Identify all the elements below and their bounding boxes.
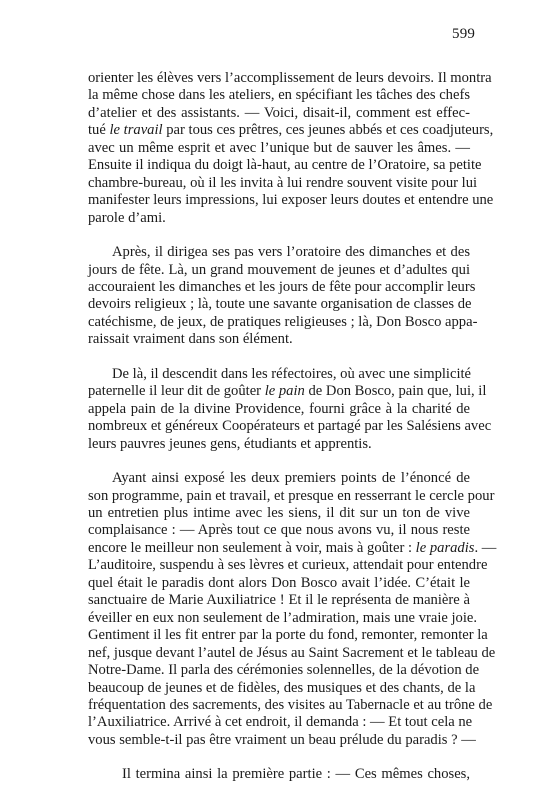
text-line: catéchisme, de jeux, de pratiques religieuses ; là, Don Bosco appa- — [88, 313, 478, 330]
text-line: Gentiment il les fit entrer par la porte du fond, remonter, remonter la — [88, 627, 488, 644]
text-line: nef, jusque devant l’autel de Jésus au Saint Sacrement et le tableau de — [88, 644, 496, 661]
text-line: un entretien plus intime avec les siens, il dit sur un ton de vive — [88, 504, 470, 521]
text-line: chambre-bureau, où il les invita à lui rendre souvent visite pour lui — [88, 174, 478, 191]
text-line: appela pain de la divine Providence, fourni grâce à la charité de — [88, 400, 470, 417]
text-line: leurs pauvres jeunes gens, étudiants et apprentis. — [88, 435, 372, 452]
paragraph-1 — [88, 70, 494, 227]
text-run: . — — [474, 539, 497, 556]
page-number: 599 — [452, 26, 476, 42]
text-line: De là, il descendit dans les réfectoires, où avec une simplicité — [112, 365, 472, 382]
text-line: éveiller en eux non seulement de l’admiration, mais une vraie joie. — [88, 609, 478, 626]
text-line: Après, il dirigea ses pas vers l’oratoire des dimanches et des — [112, 244, 470, 261]
text-line: manifester leurs impressions, lui exposer leurs doutes et entendre une — [88, 192, 494, 209]
text-run: encore le meilleur non seulement à voir, mais à goûter : — [88, 539, 416, 556]
text-line: parole d’ami. — [88, 209, 166, 226]
text-line — [88, 122, 494, 139]
text-line: Il termina ainsi la première partie : — Ces mêmes choses, — [122, 766, 470, 783]
text-line: avec un même esprit et avec l’unique but de sauver les âmes. — — [88, 139, 470, 156]
text-line — [88, 539, 497, 557]
text-line: accouraient les dimanches et les jours de fête pour accomplir leurs — [88, 278, 476, 295]
text-line: L’auditoire, suspendu à ses lèvres et curieux, attendait pour entendre — [88, 557, 488, 574]
paragraph-3 — [88, 365, 492, 453]
text-line — [88, 383, 487, 400]
text-line: raissait vraiment dans son élément. — [88, 331, 293, 348]
text-line: Ayant ainsi exposé les deux premiers points de l’énoncé de — [112, 470, 470, 487]
text-line: d’atelier et des assistants. — Voici, disait-il, comment est effec- — [88, 104, 470, 121]
text-line: l’Auxiliatrice. Arrivé à cet endroit, il demanda : — Et tout cela ne — [88, 714, 473, 731]
text-line: nombreux et généreux Coopérateurs et partagé par les Salésiens avec — [88, 418, 492, 435]
text-line: jours de fête. Là, un grand mouvement de jeunes et d’adultes qui — [88, 261, 470, 278]
text-line: beaucoup de jeunes et de fidèles, des musiques et des chants, de la — [88, 679, 476, 696]
text-run: par tous ces prêtres, ces jeunes abbés et ces coadjuteurs, — [162, 122, 494, 139]
text-run: de Don Bosco, pain que, lui, il — [304, 383, 487, 400]
text-line: la même chose dans les ateliers, en spécifiant les tâches des chefs — [88, 87, 470, 104]
text-line: devoirs religieux ; là, toute une savante organisation de classes de — [88, 296, 472, 313]
text-line: sanctuaire de Marie Auxiliatrice ! Et il le représenta de manière à — [88, 592, 470, 609]
italic-term: le travail — [109, 122, 163, 139]
text-line: Notre-Dame. Il parla des cérémonies solennelles, de la dévotion de — [88, 662, 480, 679]
text-run: paternelle il leur dit de goûter — [88, 383, 265, 400]
text-line: Ensuite il indiqua du doigt là-haut, au centre de l’Oratoire, sa petite — [88, 157, 482, 174]
body-text — [88, 70, 497, 784]
text-line: quel était le paradis dont alors Don Bosco avait l’idée. C’était le — [88, 574, 470, 591]
paragraph-2 — [88, 244, 478, 349]
paragraph-5 — [88, 766, 470, 783]
text-line: complaisance : — Après tout ce que nous avons vu, il nous reste — [88, 522, 470, 539]
paragraph-4 — [88, 470, 497, 749]
italic-term: le pain — [264, 383, 305, 400]
italic-term: le paradis — [415, 539, 475, 556]
text-line: vous semble-t-il pas être vraiment un beau prélude du paradis ? — — [88, 731, 476, 748]
text-line: orienter les élèves vers l’accomplissement de leurs devoirs. Il montra — [88, 70, 492, 86]
text-line: son programme, pain et travail, et presque en resserrant le cercle pour — [88, 487, 495, 504]
text-line: fréquentation des sacrements, des visites au Tabernacle et au trône de — [88, 696, 493, 713]
text-run: tué — [88, 122, 110, 139]
